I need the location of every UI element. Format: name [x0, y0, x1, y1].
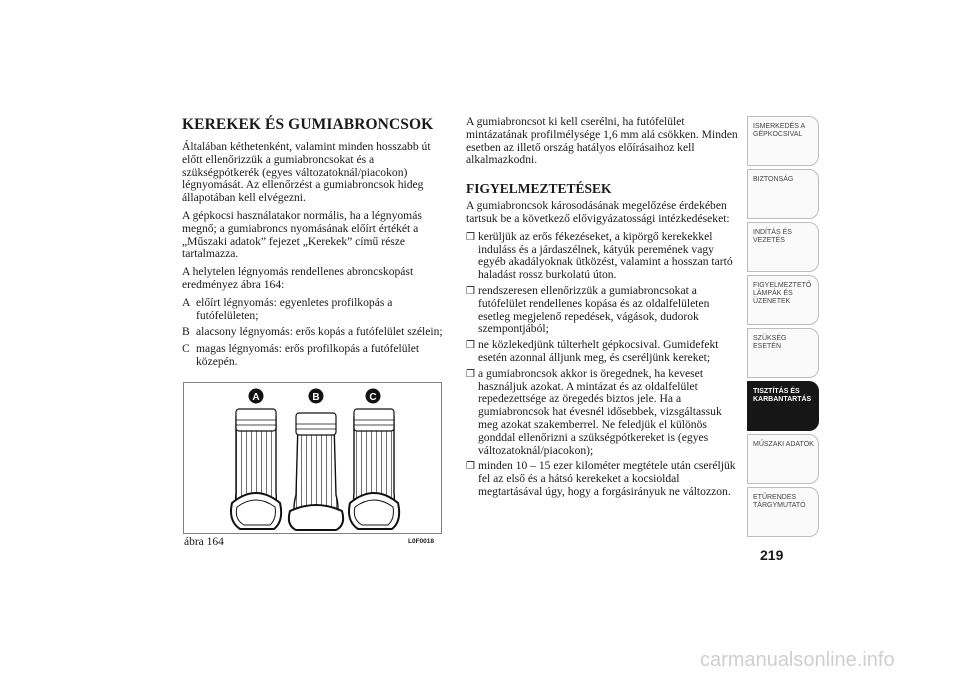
- watermark: carmanualsonline.info: [700, 649, 895, 671]
- item-letter: B: [182, 325, 190, 339]
- left-column: [182, 116, 454, 373]
- pressure-item-a: [182, 297, 454, 323]
- warnings-intro: A gumiabroncsok károsodásának megelőzése érdekében tartsuk be a következő elővigyázatossági intézkedéseket:: [466, 199, 730, 225]
- tab-szukseg[interactable]: [747, 328, 819, 378]
- item-text: előírt légnyomás: egyenletes profilkopás a futófelületen;: [196, 295, 393, 322]
- tab-biztonsag[interactable]: [747, 169, 819, 219]
- warning-item: [466, 231, 742, 282]
- tire-wear-figure: [183, 382, 442, 534]
- tab-label: TISZTÍTÁS ÉS KARBANTARTÁS: [753, 388, 812, 404]
- checkbox-bullet-icon: ❒: [466, 368, 475, 380]
- tab-targymutato[interactable]: [747, 487, 819, 537]
- tab-label: BIZTONSÁG: [753, 176, 794, 183]
- warning-text: minden 10 – 15 ezer kilométer megtétele után cseréljük fel az első és a hátsó kerekeket a kocsioldal megtartásával úgy, hogy a forgásirányuk ne változzon.: [478, 459, 736, 498]
- checkbox-bullet-icon: ❒: [466, 285, 475, 297]
- warning-text: ne közlekedjünk túlterhelt gépkocsival. Gumidefekt esetén azonnal álljunk meg, és cseréljünk kereket;: [478, 338, 719, 364]
- warnings-title: FIGYELMEZTETÉSEK: [466, 181, 612, 197]
- tab-figyelmezteto[interactable]: [747, 275, 819, 325]
- item-letter: C: [182, 342, 190, 356]
- tire-illustration: [184, 383, 441, 533]
- tire-c-drawing: [349, 409, 399, 529]
- tab-label: ISMERKEDÉS A GÉPKOCSIVAL: [753, 123, 806, 139]
- tire-b-drawing: [289, 413, 343, 530]
- pressure-item-b: [182, 326, 454, 339]
- figure-code: L0F0018: [408, 538, 435, 545]
- label-c-text: C: [369, 392, 377, 403]
- tire-a-drawing: [231, 409, 281, 529]
- warning-text: kerüljük az erős fékezéseket, a kipörgő kerekekkel induláss és a járdaszélnek, kátyúk peremének vagy egyéb akadályoknak ütközést, valamint a hosszan tartó haladást rossz burkolatú úton.: [478, 229, 733, 282]
- label-a-text: A: [252, 392, 260, 403]
- intro-paragraph-1: Általában kéthetenként, valamint minden hosszabb út előtt ellenőrizzük a gumiabroncsokat és a szükségpótkerék (egyes változatoknál/piacokon) légnyomását. Az ellenőrzést a gumiabroncsok hideg állapotában kell elvégezni.: [182, 140, 431, 205]
- pressure-item-c: [182, 343, 454, 369]
- warning-item: [466, 285, 742, 336]
- tab-ismerkedes[interactable]: [747, 116, 819, 166]
- checkbox-bullet-icon: ❒: [466, 340, 475, 352]
- tab-inditas[interactable]: [747, 222, 819, 272]
- tab-label: FIGYELMEZTETŐ LÁMPÁK ÉS ÜZENETEK: [753, 282, 812, 306]
- warning-item: [466, 368, 742, 458]
- checkbox-bullet-icon: ❒: [466, 231, 475, 243]
- tab-label: SZÜKSÉG ESETÉN: [753, 335, 787, 351]
- warning-item: [466, 339, 742, 365]
- right-column: [466, 116, 742, 502]
- section-title: KEREKEK ÉS GUMIABRONCSOK: [182, 116, 434, 133]
- page-number: 219: [760, 547, 784, 563]
- tab-label: INDÍTÁS ÉS VEZETÉS: [753, 229, 792, 245]
- item-letter: A: [182, 295, 191, 309]
- checkbox-bullet-icon: ❒: [466, 461, 475, 473]
- warning-item: [466, 460, 742, 498]
- item-text: magas légnyomás: erős profilkopás a futófelület közepén.: [196, 342, 420, 368]
- replacement-paragraph: A gumiabroncsot ki kell cserélni, ha futófelület mintázatának profilmélysége 1,6 mm alá csökken. Minden esetben az illető ország hatályos előírásaihoz kell alkalmazkodni.: [466, 115, 738, 167]
- tab-label: ETŰRENDES TÁRGYMUTATÓ: [753, 494, 806, 510]
- item-text: alacsony légnyomás: erős kopás a futófelület szélein;: [196, 325, 443, 339]
- label-b-text: B: [312, 392, 320, 403]
- warning-text: a gumiabroncsok akkor is öregednek, ha keveset használjuk azokat. A mintázat és az oldalfelület repedezettsége az öregedés biztos jele. Ha a gumiabroncsok hat évesnél idősebbek, vizsgáltassuk meg azokat szakemberrel. Ne feledjük el különös gonddal ellenőrizni a szükségpótkereket is (egyes változatoknál/piacokon);: [478, 366, 722, 457]
- chapter-tabs: [747, 116, 819, 540]
- tab-tisztitas[interactable]: [747, 381, 819, 431]
- tab-label: MŰSZAKI ADATOK: [753, 441, 814, 448]
- intro-paragraph-3: A helytelen légnyomás rendellenes abroncskopást eredményez ábra 164:: [182, 265, 414, 291]
- tab-muszaki[interactable]: [747, 434, 819, 484]
- warning-text: rendszeresen ellenőrizzük a gumiabroncsokat a futófelület rendellenes kopása és az oldalfelületen esetleg megjelenő repedések, vágások, dudorok szempontjából;: [478, 283, 710, 336]
- figure-caption: ábra 164: [184, 536, 224, 548]
- intro-paragraph-2: A gépkocsi használatakor normális, ha a légnyomás megnő; a gumiabroncs nyomásának előírt értékét a „Műszaki adatok” fejezet „Kerekek” című része tartalmazza.: [182, 208, 422, 261]
